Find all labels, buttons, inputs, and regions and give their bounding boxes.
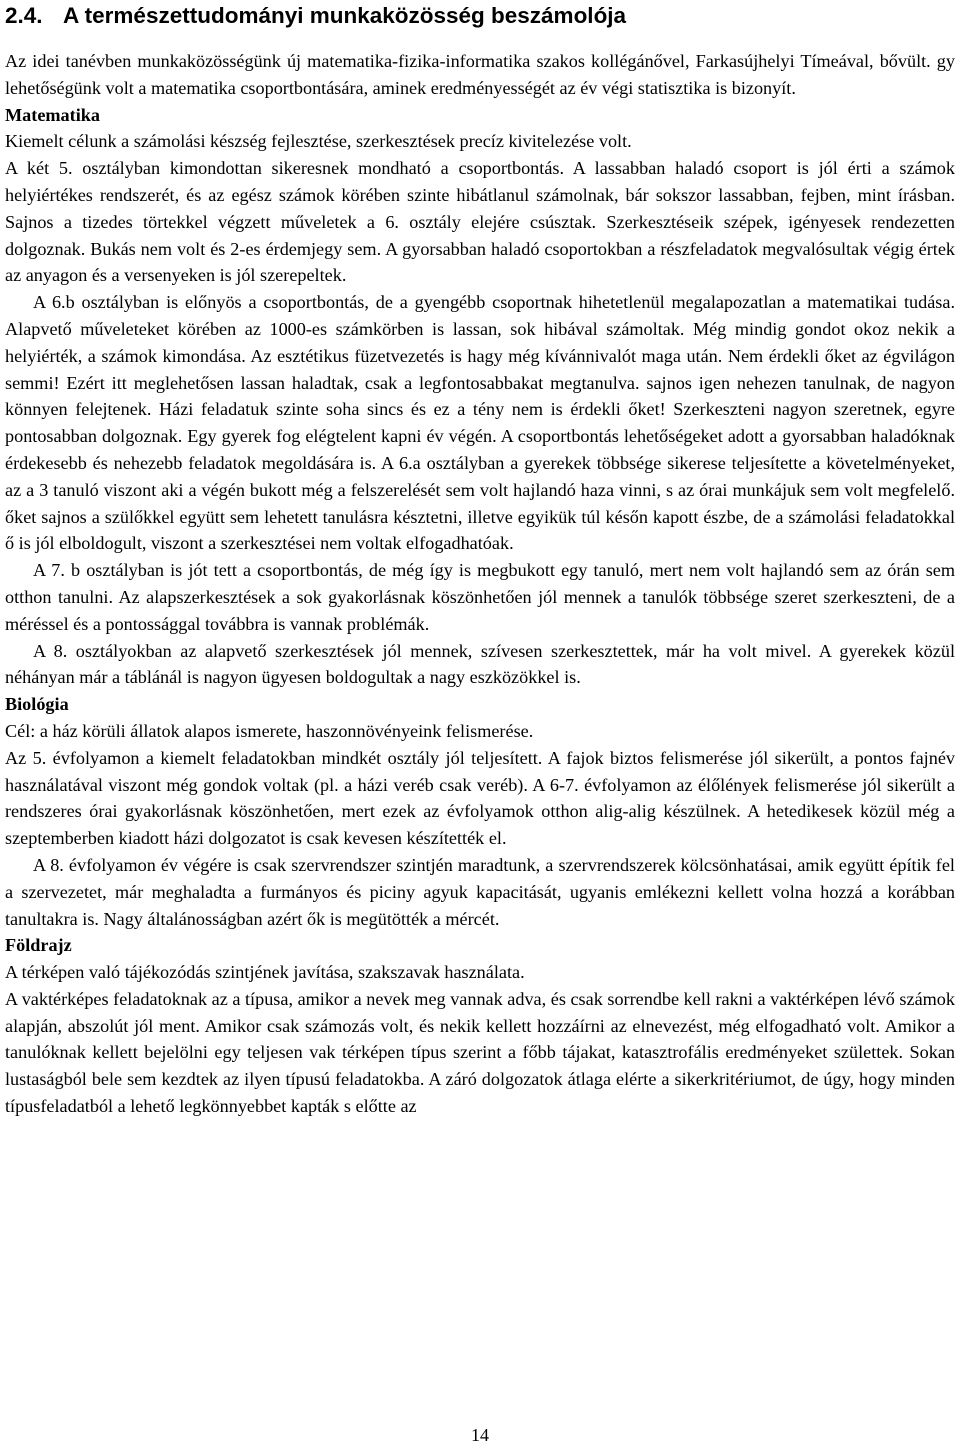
section-title: A természettudományi munkaközösség beszámolója (63, 3, 627, 28)
biologia-goal: Cél: a ház körüli állatok alapos ismerete, haszonnövényeink felismerése. (5, 720, 534, 741)
section-heading (5, 2, 955, 30)
foldrajz-goal: A térképen való tájékozódás szintjének javítása, szakszavak használata. (5, 962, 525, 983)
foldrajz-paragraph: A vaktérképes feladatoknak az a típusa, amikor a nevek meg vannak adva, és csak sorrendbe kell rakni a vaktérképen lévő számok alapján, abszolút jól ment. Amikor csak számozás volt, és nekik kellett hozzáírni az elnevezést, még elfogadható volt. Amikor a tanulóknak kellett bejelölni egy teljesen vak térképen típus szerint a főbb tájakat, katasztrofális eredményeket születtek. Sokan lustaságból bele sem kezdtek az ilyen típusú feladatokba. A záró dolgozatok átlaga elérte a sikerkritériumot, de úgy, hogy minden típusfeladatból a lehető legkönnyebbet kapták s előtte az (5, 988, 955, 1117)
section-number: 2.4. (5, 3, 43, 28)
document-body (5, 48, 955, 1120)
foldrajz-heading: Földrajz (5, 935, 72, 956)
matematika-paragraph-6: A 6.b osztályban is előnyös a csoportbontás, de a gyengébb csoportnak hihetetlenül megalapozatlan a matematikai tudása. Alapvető műveleteket körében az 1000-es számkörben is lassan, sok hibával számoltak. Még mindig gondot okoz nekik a helyiérték, a számok kimondása. Az esztétikus füzetvezetés is hagy még kívánnivalót maga után. Nem érdekli őket az égvilágon semmi! Ezért itt meglehetősen lassan haladtak, csak a legfontosabbakat megtanulva. sajnos igen nehezen tanulnak, de nagyon könnyen felejtenek. Házi feladatuk szinte soha sincs és ez a tény nem is érdekli őket! Szerkeszteni nagyon szeretnek, egyre pontosabban dolgoznak. Egy gyerek fog elégtelent kapni év végén. A csoportbontás lehetőségeket adott a gyorsabban haladóknak érdekesebb és nehezebb feladatok megoldására is. A 6.a osztályban a gyerekek többsége sikerese teljesítette a követelményeket, az a 3 tanuló viszont aki a végén bukott még a felszerelését sem volt hajlandó haza vinni, s az órai munkájuk sem volt megfelelő. őket sajnos a szülőkkel együtt sem lehetett tanulásra késztetni, illetve egyikük túl későn kapott észbe, de a számolási feladatokkal ő is jól elboldogult, viszont a szerkesztései nem voltak elfogadhatóak. (5, 292, 955, 554)
biologia-heading: Biológia (5, 694, 69, 715)
biologia-paragraph-8: A 8. évfolyamon év végére is csak szervrendszer szintjén maradtunk, a szervrendszerek kölcsönhatásai, amik együtt építik fel a szervezetet, már meghaladta a furmányos és piciny agyuk kapacitását, ugyanis emlékezni kellett volna hozzá a korábban tanultakra is. Nagy általánosságban azért ők is megütötték a mércét. (5, 854, 955, 929)
matematika-goal: Kiemelt célunk a számolási készség fejlesztése, szerkesztések precíz kivitelezése volt. (5, 131, 632, 152)
matematika-paragraph-8: A 8. osztályokban az alapvető szerkesztések jól mennek, szívesen szerkesztettek, már ha volt mivel. A gyerekek közül néhányan már a táblánál is nagyon ügyesen boldogultak a nagy eszközökkel is. (5, 640, 955, 688)
matematika-heading: Matematika (5, 104, 100, 125)
document-page (5, 0, 955, 1120)
intro-paragraph: Az idei tanévben munkaközösségünk új matematika-fizika-informatika szakos kollégánővel, Farkasújhelyi Tímeával, bővült. gy lehetőségünk volt a matematika csoportbontására, aminek eredményességét az év végi statisztika is bizonyít. (5, 51, 955, 98)
matematika-paragraph-7: A 7. b osztályban is jót tett a csoportbontás, de még így is megbukott egy tanuló, mert nem volt hajlandó sem az órán sem otthon tanulni. Az alapszerkesztések a sok gyakorlásnak köszönhetően jól mennek a tanulók többsége szeret szerkeszteni, de a méréssel és a pontossággal továbbra is vannak problémák. (5, 560, 955, 634)
biologia-paragraph-5-7: Az 5. évfolyamon a kiemelt feladatokban mindkét osztály jól teljesített. A fajok biztos felismerése jól sikerült, a pontos fajnév használatával viszont még gondok voltak (pl. a házi veréb csak veréb). A 6-7. évfolyamon az élőlények felismerése jól sikerült a rendszeres órai gyakorlásnak köszönhetően, mert ezek az évfolyamok otthon alig-alig készülnek. A hetedikesek közül még a szeptemberben kiadott házi dolgozatot is csak kevesen készítették el. (5, 747, 955, 849)
matematika-paragraph-5: A két 5. osztályban kimondottan sikeresnek mondható a csoportbontás. A lassabban haladó csoport is jól érti a számok helyiértékes rendszerét, és az egész számok körében szinte hibátlanul számolnak, bár sokszor lassabban, fejben, mint írásban. Sajnos a tizedes törtekkel végzett műveletek a 6. osztály elejére csúsztak. Szerkesztéseik szépek, igényesek rendezetten dolgoznak. Bukás nem volt és 2-es érdemjegy sem. A gyorsabban haladó csoportokban a részfeladatok megvalósultak végig értek az anyagon és a versenyeken is jól szerepeltek. (5, 158, 955, 286)
page-number: 14 (471, 1425, 489, 1445)
